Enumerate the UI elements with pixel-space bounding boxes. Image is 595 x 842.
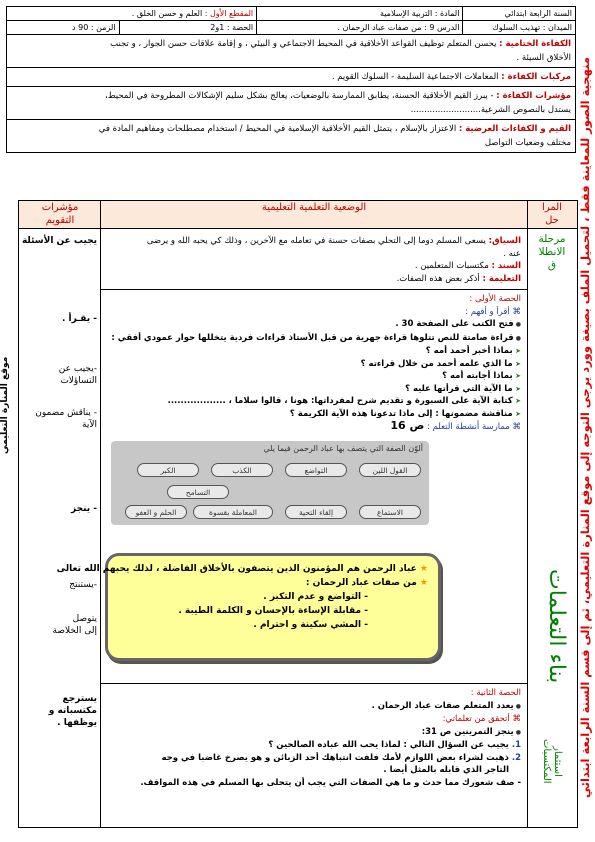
stage-invest-label: استثمار المكتسبات: [541, 738, 563, 784]
instruction-text: أذكر بعض هذه الصفات.: [396, 273, 480, 284]
activity-word-box: [111, 441, 429, 525]
final-competency-text: يحسن المتعلم توظيف القواعد الأخلاقية في المحيط الاجتماعي و البيئي ، و إقامة علاقات حسن الجوار ، و تجنب: [110, 39, 497, 49]
verse-explanation: ➤ كتابة الآية على السبورة و تقديم شرح لمفرداتها: هونا ، قالوا سلاما ، ..................: [107, 395, 521, 408]
eval-deduces: -يستنتج: [69, 580, 97, 590]
recall-line: ● يعدد المتعلم صفات عباد الرحمان .: [107, 700, 521, 714]
eval-reads: - يقـرأ .: [61, 314, 97, 324]
line-reading: ● قراءة صامتة للنص تتلوها قراءة جهرية من قبل الأستاذ قراءات فردية يتخللها حوار عمودي أفقي :: [107, 332, 521, 346]
session-1-section: الحصة الأولى : ⌘ أقرأ و أفهم : ● فتح الكتب على الصفحة 30 . ● قراءة صامتة للنص تتلوها قراءة جهرية من قبل الأستاذ قراءات فردية يتخللها حوار عمودي أفقي : ➤ بماذا أخبر أحمد أمه ؟ ➤ ما الذي علمه أحمد من خلال قراءته ؟ ➤ بماذا أجابته أمه ؟ ➤ ما الآية التي قرأتها عليه ؟ ➤ كتابة الآية على السبورة و تقديم شرح لمفرداتها: هونا ، قالوا سلاما ، .................. ➤ مناقشة مضمونها : إلى ماذا تدعونا هذه الآية الكريمة ؟ ⌘ ممارسة أنشطة التعلم : ص 16: [107, 293, 521, 434]
eval-recalls: يسترجع مكتسباته و يوظفها .: [48, 694, 97, 728]
stage-launch-label: مرحلة الانطلا ق: [538, 233, 566, 271]
divider-2: [101, 683, 527, 684]
field-label: الميدان: [548, 23, 572, 32]
eval-concludes: يتوصل إلى الخلاصة: [52, 614, 97, 636]
word-chip: التواضع: [285, 463, 347, 477]
session-2-section: الحصة الثانية : ● يعدد المتعلم صفات عباد الرحمان . ⌘ أتحقق من تعلماتي: ● ينجز التمرينين ص 31: 1. يجيب عن السؤال التالي : لماذا يحب الله عباده الصالحين ؟ 2. ذهبت لشراء بعض اللوازم لأمك فلفت انتباهك أحد الزبائن و هو يصرخ غاضبا في وجه التاجر الذي قابله بالمثل أيضا . - صف شعورك مما حدث و ما هي الصفات التي يجب أن يتحلى بها المسلم في هذه المواقف.: [107, 687, 521, 789]
support-label: السند :: [491, 261, 521, 271]
word-chip: القول اللين: [359, 463, 421, 477]
summary-item: المشي سكينة و احترام .: [253, 620, 362, 630]
level-value: ابتدائي: [504, 9, 527, 18]
session-cell: [119, 21, 257, 35]
header-row-2: [7, 21, 576, 35]
context-text-2: عنه .: [503, 248, 521, 259]
subject-cell: [257, 7, 463, 21]
section-cell: [7, 7, 257, 21]
session-1-title: الحصة الأولى :: [469, 294, 521, 304]
indicators-block: [6, 87, 576, 120]
indicators-label: مؤشرات الكفاءة :: [496, 91, 571, 101]
exercise-question-2-cont: التاجر الذي قابله بالمثل أيضا .: [383, 765, 509, 775]
session-value: 1و2: [210, 23, 225, 32]
header-row-1: [7, 7, 576, 21]
exercise-question-3: - صف شعورك مما حدث و ما هي الصفات التي يجب أن يتحلى بها المسلم في هذه المواقف.: [140, 777, 521, 788]
values-text-2: مختلف وضعيات التواصل: [484, 138, 571, 148]
exercise-question-2: ذهبت لشراء بعض اللوازم لأمك فلفت انتباهك أحد الزبائن و هو يصرخ غاضبا في وجه: [161, 752, 509, 763]
values-block: [6, 120, 576, 153]
components-label: مركبات الكفاءة :: [501, 72, 571, 82]
word-chip: الكذب: [211, 463, 273, 477]
context-text: يسعى المسلم دوما إلى التحلي بصفات حسنة في تعامله مع الآخرين ، وذلك كي يحبه الله و يرضى: [146, 236, 486, 246]
level-label: السنة الرابعة: [529, 9, 572, 18]
lesson-value: : من صفات عباد الرحمان .: [337, 23, 427, 32]
indicators-text-2: يستدل بالنصوص الشرعية..........................: [410, 105, 571, 115]
eval-discusses: - يناقش مضمون الآية: [35, 408, 97, 430]
evaluation-column: [19, 201, 101, 827]
field-cell: [463, 21, 576, 35]
lesson-table: [18, 200, 578, 828]
eval-answers: -يجيب عن التساؤلات: [58, 364, 97, 386]
read-title: ⌘ أقرأ و أفهم :: [465, 306, 521, 317]
session-2-title: الحصة الثانية :: [470, 688, 521, 698]
instruction-label: التعليمة :: [482, 273, 521, 284]
stage-column: [527, 201, 577, 827]
verse-discussion: ➤ مناقشة مضمونها : إلى ماذا تدعونا هذه الآية الكريمة ؟: [107, 408, 521, 421]
practice-page: ص 16: [390, 420, 425, 432]
check-title: أتحقق من تعلماتي:: [442, 714, 510, 724]
read-title-text: أقرأ و أفهم :: [465, 306, 510, 317]
stage-build-label: بناء التعلمات: [544, 568, 569, 684]
line-open-books: ● فتح الكتب على الصفحة 30 .: [107, 318, 521, 332]
section-label: المقطع الأول :: [204, 9, 254, 18]
question-1: ➤ بماذا أخبر أحمد أمه ؟: [107, 345, 521, 358]
question-3: ➤ بماذا أجابته أمه ؟: [107, 370, 521, 383]
time-value: 90 د: [72, 23, 89, 32]
session-label: الحصة :: [226, 23, 254, 32]
final-competency-text-2: الأخلاق السيئة .: [516, 53, 571, 63]
lesson-label: الدرس 9: [429, 23, 460, 32]
summary-line-1: ★ عباد الرحمن هم المؤمنون الذين يتصفون بالأخلاق الفاضلة ، لذلك يحبهم الله تعالى: [118, 562, 428, 576]
eval-answers-questions: يجيب عن الأسئلة: [21, 236, 97, 246]
values-text: الاعتزاز بالإسلام ، يتمثل القيم الأخلاقية الإسلامية في المحيط / استخدام مصطلحات ومفاهيم المادة في: [98, 124, 457, 134]
indicators-text: - يبرز القيم الأخلاقية الحسنة، يطابق الممارسة بالوضعيات، يعالج بشكل سليم الإشكالات المطروحة في المحيط،: [105, 91, 494, 101]
situation-column-header: الوضعية التعلمية التعليمية: [261, 202, 367, 213]
section-value: العلم و حسن الخلق .: [131, 9, 203, 18]
time-cell: [7, 21, 120, 35]
exercise-question-1: يجيب عن السؤال التالي : لماذا يحب الله عباده الصالحين ؟: [268, 740, 509, 750]
side-watermark-text: منهجية الصور للمعاينة فقط ، لتحميل الملف بصيغة وورد يرجى التوجه إلى موقع المنارة التعليمي، ثم إلى قسم السنة الرابعة ابتدائي: [578, 57, 592, 798]
support-text: مكتسبات المتعلمين .: [414, 261, 489, 271]
level-cell: [463, 7, 576, 21]
eval-does-exercise: - ينجز: [70, 504, 97, 514]
exercise-line: ● ينجز التمرينين ص 31:: [107, 726, 521, 740]
final-competency-label: الكفاءة الختامية :: [499, 39, 571, 49]
evaluation-column-header: مؤشرات التقويم: [41, 202, 79, 226]
subject-label: المادة: [439, 9, 460, 18]
competencies-block: [6, 35, 576, 68]
time-label: الزمن :: [90, 23, 116, 32]
word-chip: المعاملة بقسوة: [193, 505, 273, 519]
word-chip: الكبر: [137, 463, 199, 477]
practice-label: ممارسة أنشطة التعلم :: [427, 422, 510, 432]
lesson-cell: [257, 21, 463, 35]
word-chip: التسامح: [167, 485, 229, 499]
question-2: ➤ ما الذي علمه أحمد من خلال قراءته ؟: [107, 358, 521, 371]
subject-value: : التربية الإسلامية: [379, 9, 438, 18]
summary-line-2: ★ من صفات عباد الرحمان :: [118, 576, 428, 590]
components-block: [6, 68, 576, 87]
components-text: المعاملات الاجتماعية السليمة - السلوك القويم .: [331, 72, 499, 82]
stage-column-header: المرا حل: [542, 202, 562, 226]
summary-box: ★ عباد الرحمن هم المؤمنون الذين يتصفون بالأخلاق الفاضلة ، لذلك يحبهم الله تعالى ★ من صفات عباد الرحمان : - التواضع و عدم التكبر . - مقابلة الإساءة بالإحسان و الكلمة الطيبة . - المشي سكينة و احترام .: [105, 553, 441, 661]
field-value: : تهذيب السلوك: [492, 23, 546, 32]
question-4: ➤ ما الآية التي قرأتها عليه ؟: [107, 383, 521, 396]
context-label: السياق:: [488, 236, 521, 246]
final-competency: [11, 37, 571, 51]
activity-title: ألوّن الصفة التي يتصف بها عباد الرحمن فيما يلي: [263, 444, 423, 453]
summary-item: التواضع و عدم التكبر .: [263, 592, 362, 602]
summary-item: مقابلة الإساءة بالإحسان و الكلمة الطيبة .: [178, 606, 362, 616]
divider-1: [101, 289, 527, 290]
left-watermark-text: موقع المنارة التعليمي: [0, 356, 10, 454]
lesson-sheet: [6, 6, 576, 153]
launch-section: [107, 235, 521, 285]
word-chip: الاستماع: [359, 505, 421, 519]
header-table: [6, 6, 576, 35]
values-label: القيم و الكفاءات العرضية :: [458, 124, 571, 134]
word-chip: إلقاء التحية: [285, 505, 347, 519]
word-chip: الحلم و العفو: [125, 505, 187, 519]
